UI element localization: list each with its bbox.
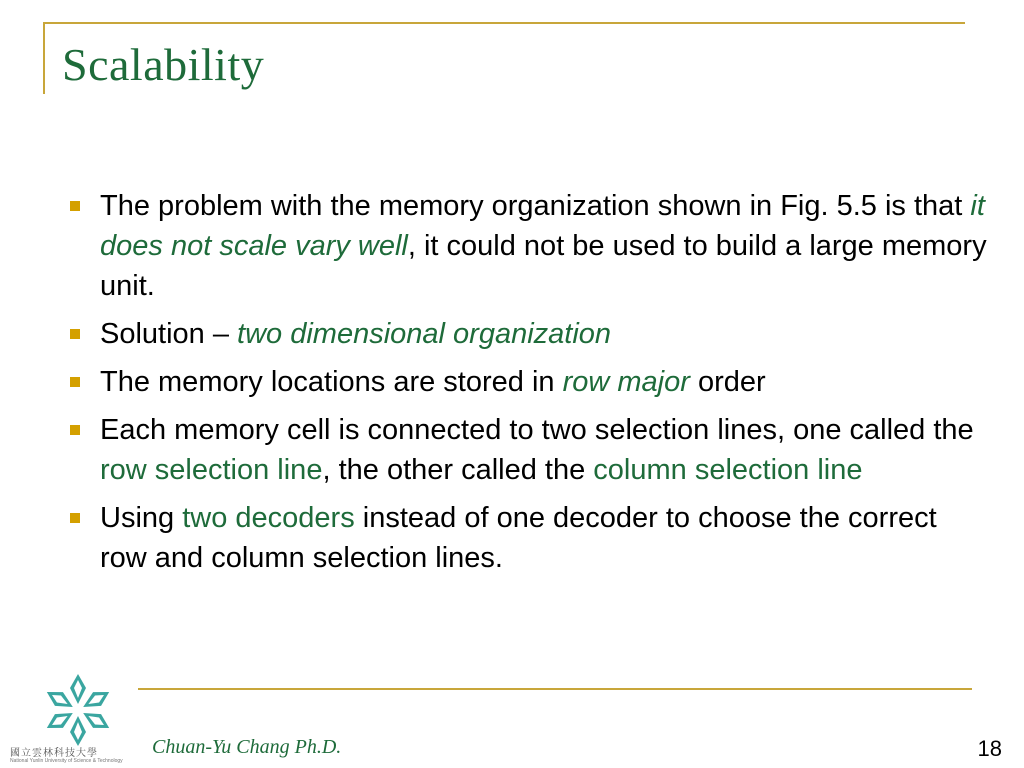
footer-divider <box>138 688 972 690</box>
slide-title: Scalability <box>62 39 265 90</box>
bullet-list <box>60 186 990 586</box>
bullet-text: order <box>689 366 766 398</box>
author-name: Chuan-Yu Chang Ph.D. <box>152 736 342 758</box>
bullet-emphasis: column selection line <box>593 454 863 486</box>
bullet-text: The memory locations are stored in <box>100 366 563 398</box>
bullet-text: instead of one decoder to choose the correct row and column selection lines. <box>100 502 937 574</box>
bullet-emphasis: it does not scale vary well <box>100 190 985 262</box>
title-frame-top-line <box>43 22 965 24</box>
bullet-text: Solution – <box>100 318 238 350</box>
bullet-item <box>60 498 990 578</box>
bullet-square-icon <box>70 425 80 435</box>
bullet-item <box>60 410 990 490</box>
bullet-square-icon <box>70 201 80 211</box>
bullet-square-icon <box>70 329 80 339</box>
logo-subcaption: National Yunlin University of Science & Technology <box>10 758 123 764</box>
bullet-item <box>60 186 990 306</box>
bullet-text: , the other called the <box>322 454 594 486</box>
university-logo-icon <box>30 670 126 750</box>
bullet-square-icon <box>70 377 80 387</box>
logo-caption: 國立雲林科技大學 <box>10 748 98 759</box>
page-number: 18 <box>977 736 1002 761</box>
bullet-item <box>60 314 990 354</box>
bullet-emphasis: two dimensional organization <box>237 318 612 350</box>
bullet-text: Each memory cell is connected to two selection lines, one called the <box>100 414 974 446</box>
title-frame-left-line <box>43 22 45 94</box>
bullet-item <box>60 362 990 402</box>
bullet-text: Using <box>100 502 183 534</box>
bullet-text: , it could not be used to build a large memory unit. <box>100 230 987 302</box>
bullet-emphasis: row selection line <box>100 454 323 486</box>
bullet-emphasis: row major <box>562 366 690 398</box>
bullet-text: The problem with the memory organization shown in Fig. 5.5 is that <box>100 190 971 222</box>
bullet-square-icon <box>70 513 80 523</box>
bullet-emphasis: two decoders <box>182 502 355 534</box>
